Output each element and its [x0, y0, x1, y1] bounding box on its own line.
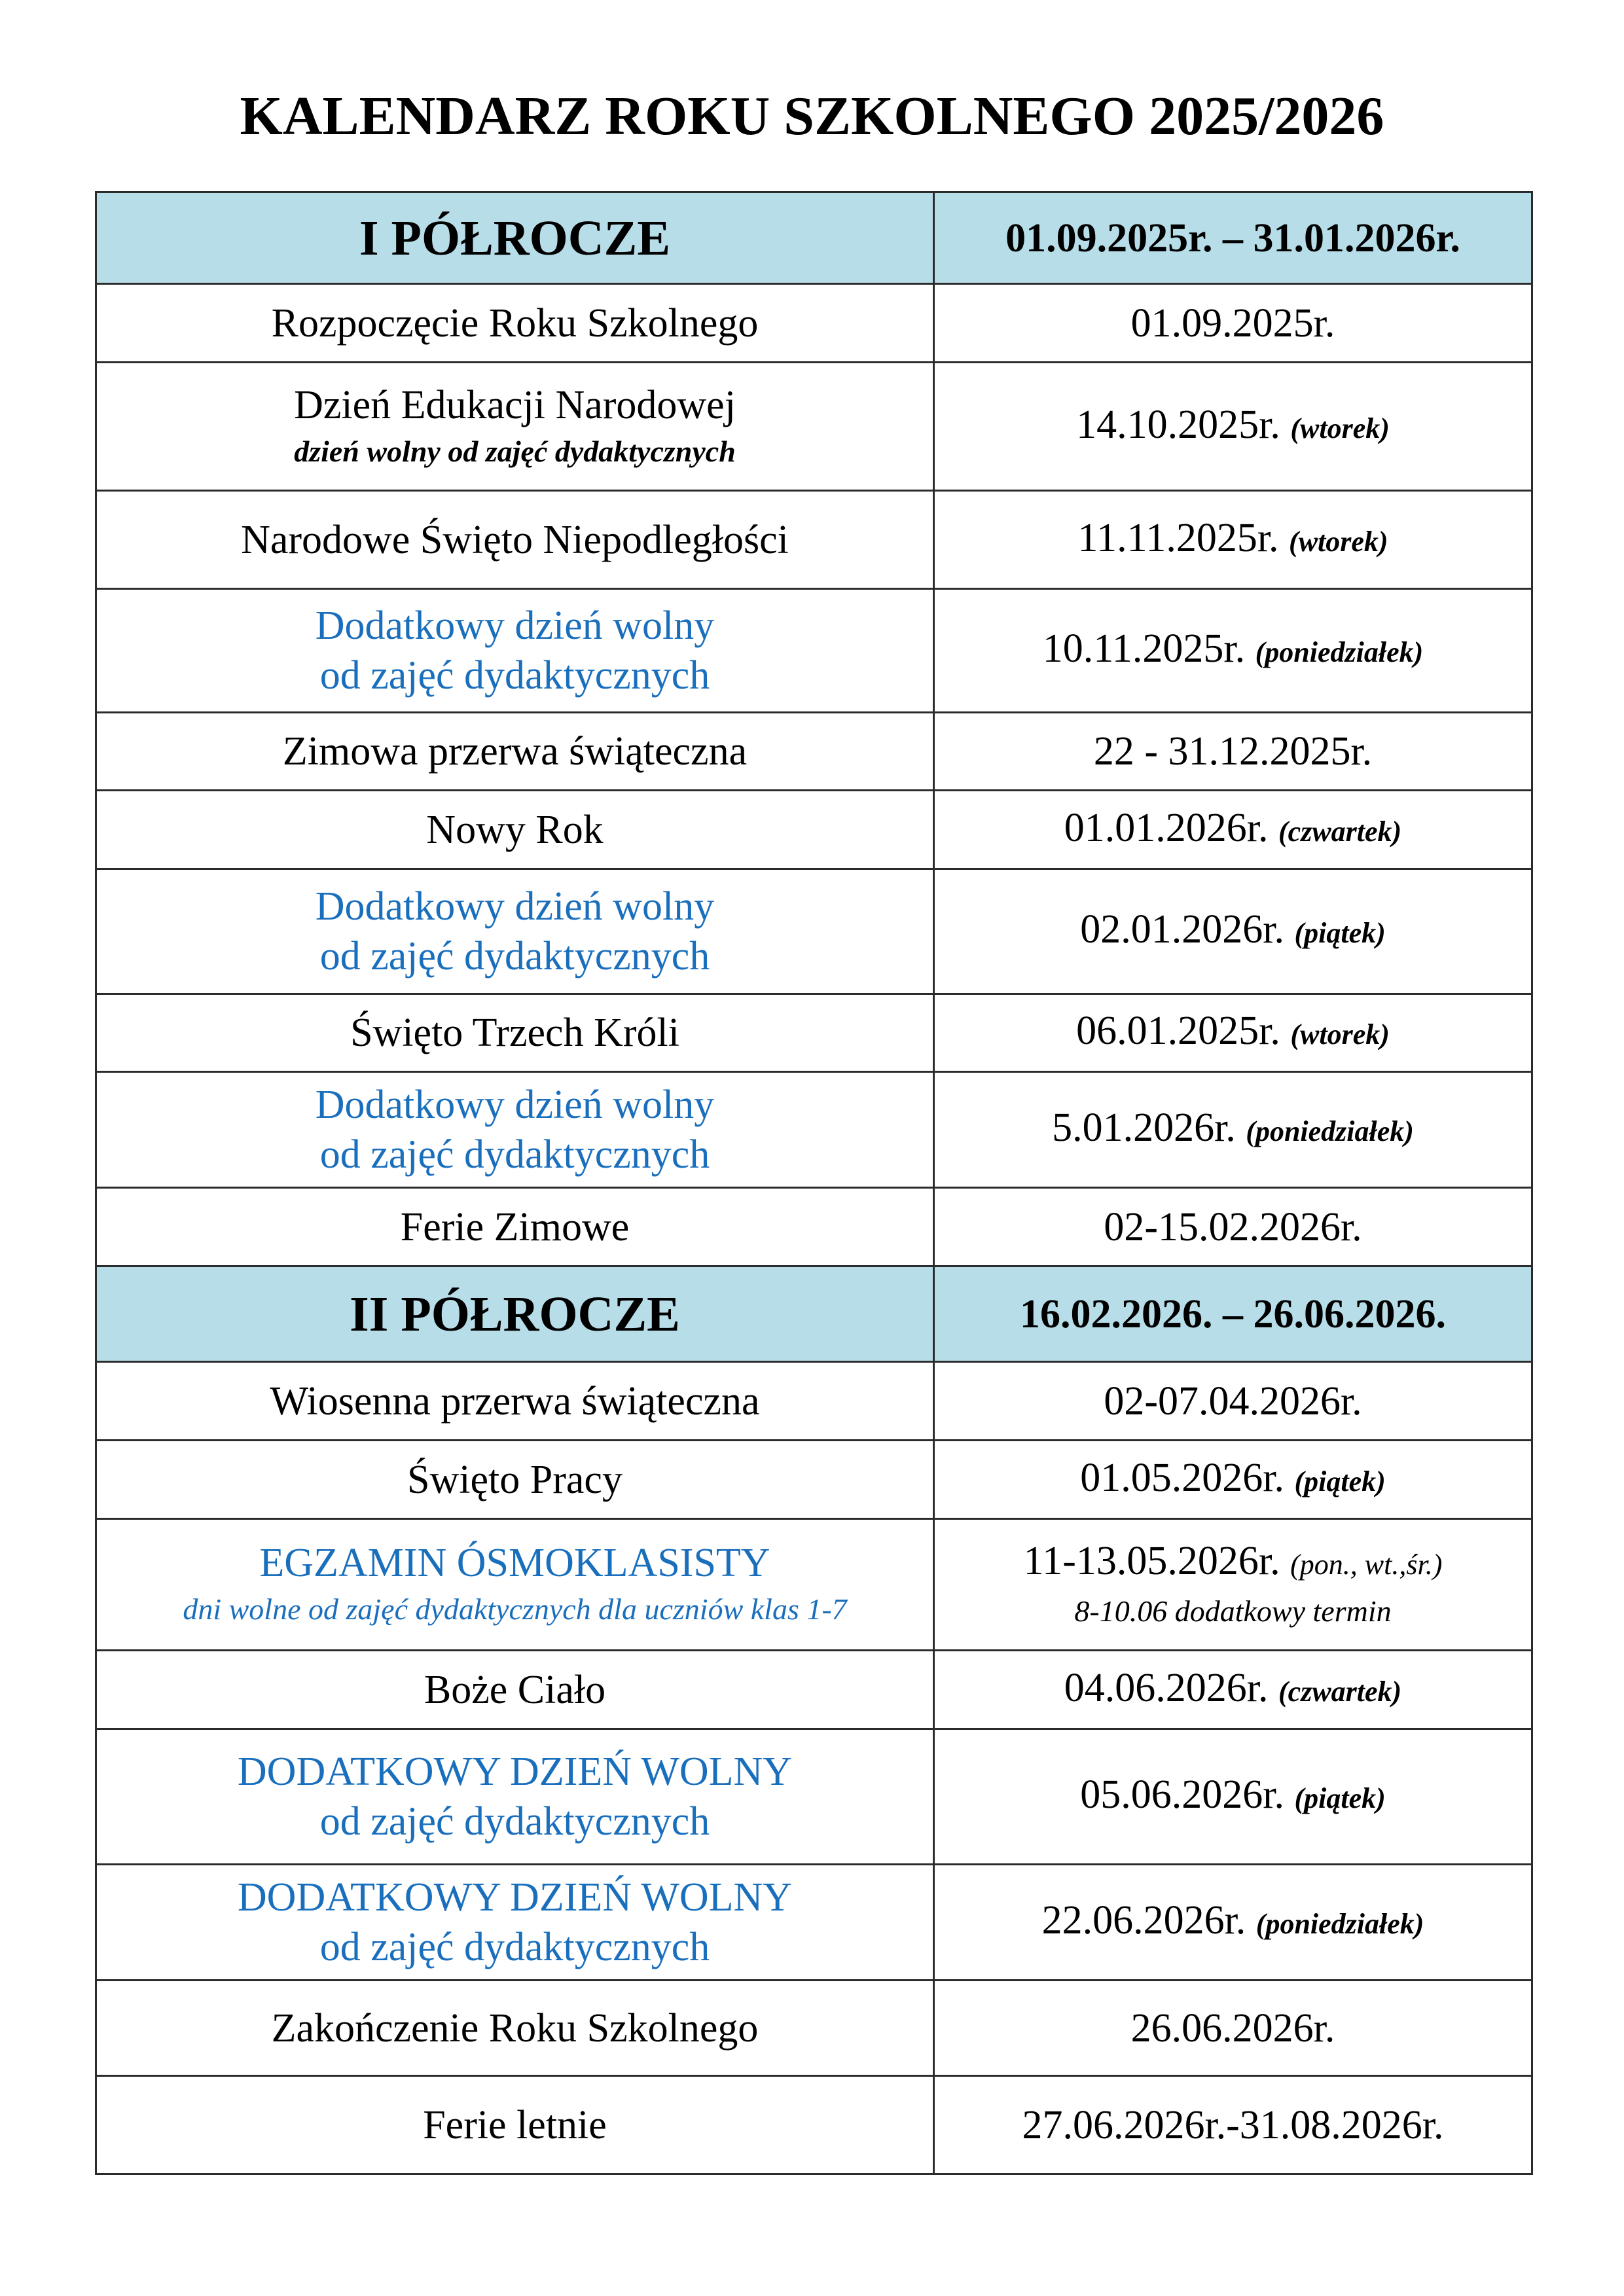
table-row: [96, 994, 1532, 1072]
event-name: Święto Trzech Króli: [96, 994, 934, 1072]
event-date: [934, 2076, 1532, 2174]
event-date: [934, 869, 1532, 994]
event-date: [934, 1441, 1532, 1519]
event-name: Narodowe Święto Niepodległości: [96, 491, 934, 589]
event-name: Boże Ciało: [96, 1651, 934, 1729]
date-text: 01.05.2026r.: [1080, 1455, 1284, 1500]
date-text: 10.11.2025r.: [1042, 626, 1246, 671]
event-date: [934, 363, 1532, 491]
event-title: EGZAMIN ÓSMOKLASISTY: [259, 1541, 770, 1585]
weekday: (wtorek): [1289, 525, 1388, 558]
table-row: [96, 791, 1532, 869]
table-row: [96, 1188, 1532, 1266]
event-title-line2: od zajęć dydaktycznych: [319, 1925, 710, 1969]
table-row: [96, 1362, 1532, 1441]
event-date: [934, 1519, 1532, 1651]
event-title-line2: od zajęć dydaktycznych: [319, 1132, 710, 1177]
date-text: 01.09.2025r.: [1130, 300, 1335, 346]
event-date: [934, 1981, 1532, 2076]
event-name: Ferie letnie: [96, 2076, 934, 2174]
event-name: [96, 589, 934, 713]
semester-header: [96, 192, 1532, 284]
date-text: 14.10.2025r.: [1076, 402, 1280, 447]
event-title: Dodatkowy dzień wolny: [315, 884, 715, 929]
event-date: [934, 1072, 1532, 1188]
date-text: 02.01.2026r.: [1080, 907, 1284, 952]
event-date: [934, 491, 1532, 589]
date-text: 06.01.2025r.: [1076, 1009, 1280, 1053]
table-row: [96, 284, 1532, 363]
weekday: (piątek): [1294, 1782, 1386, 1814]
event-date: [934, 791, 1532, 869]
event-name: [96, 1519, 934, 1651]
date-text: 11.11.2025r.: [1077, 515, 1279, 560]
weekday: (poniedziałek): [1255, 1908, 1424, 1940]
event-date: [934, 284, 1532, 363]
page-title: KALENDARZ ROKU SZKOLNEGO 2025/2026: [240, 86, 1384, 147]
event-title: Dzień Edukacji Narodowej: [294, 382, 736, 427]
weekday: (czwartek): [1278, 1675, 1402, 1708]
event-date: [934, 1362, 1532, 1441]
date-text: 02-15.02.2026r.: [1104, 1204, 1362, 1249]
table-row: [96, 1865, 1532, 1981]
event-name: Ferie Zimowe: [96, 1188, 934, 1266]
table-row: [96, 1651, 1532, 1729]
event-name: Zimowa przerwa świąteczna: [96, 713, 934, 791]
table-row: [96, 363, 1532, 491]
event-name: [96, 1072, 934, 1188]
semester-header: [96, 1266, 1532, 1362]
semester-range: 01.09.2025r. – 31.01.2026r.: [934, 192, 1532, 284]
event-name: [96, 1865, 934, 1981]
table-row: [96, 1072, 1532, 1188]
table-row: [96, 1729, 1532, 1865]
table-row: [96, 713, 1532, 791]
event-title-line2: od zajęć dydaktycznych: [319, 1799, 710, 1844]
weekday: (poniedziałek): [1246, 1115, 1414, 1147]
date-note: 8-10.06 dodatkowy termin: [1074, 1594, 1392, 1628]
calendar-table: [95, 191, 1533, 2175]
weekday: (pon., wt.,śr.): [1290, 1549, 1443, 1581]
table-row: [96, 589, 1532, 713]
event-title: DODATKOWY DZIEŃ WOLNY: [237, 1875, 793, 1920]
semester-name: II PÓŁROCZE: [96, 1266, 934, 1362]
event-name: [96, 363, 934, 491]
date-text: 01.01.2026r.: [1064, 805, 1269, 850]
event-date: [934, 994, 1532, 1072]
weekday: (poniedziałek): [1255, 636, 1424, 668]
weekday: (czwartek): [1278, 815, 1402, 848]
event-title: Dodatkowy dzień wolny: [315, 1083, 715, 1127]
event-date: [934, 1188, 1532, 1266]
event-date: [934, 589, 1532, 713]
event-title-line2: od zajęć dydaktycznych: [319, 934, 710, 978]
event-title-line2: od zajęć dydaktycznych: [319, 653, 710, 698]
semester-range: 16.02.2026. – 26.06.2026.: [934, 1266, 1532, 1362]
date-text: 04.06.2026r.: [1064, 1665, 1269, 1710]
event-name: Zakończenie Roku Szkolnego: [96, 1981, 934, 2076]
date-text: 26.06.2026r.: [1130, 2005, 1335, 2051]
event-title: Dodatkowy dzień wolny: [315, 603, 715, 648]
event-note: dzień wolny od zajęć dydaktycznych: [294, 434, 736, 468]
weekday: (piątek): [1294, 1465, 1386, 1498]
table-row: [96, 1519, 1532, 1651]
date-text: 05.06.2026r.: [1080, 1772, 1284, 1817]
table-row: [96, 1981, 1532, 2076]
event-name: Nowy Rok: [96, 791, 934, 869]
event-title: DODATKOWY DZIEŃ WOLNY: [237, 1749, 793, 1794]
date-text: 22.06.2026r.: [1041, 1898, 1246, 1943]
semester-name: I PÓŁROCZE: [96, 192, 934, 284]
table-row: [96, 1441, 1532, 1519]
date-text: 02-07.04.2026r.: [1104, 1378, 1362, 1424]
table-row: [96, 491, 1532, 589]
event-date: [934, 1865, 1532, 1981]
event-date: [934, 1651, 1532, 1729]
date-text: 22 - 31.12.2025r.: [1093, 729, 1373, 774]
date-text: 27.06.2026r.-31.08.2026r.: [1022, 2102, 1444, 2147]
event-name: [96, 869, 934, 994]
date-text: 5.01.2026r.: [1052, 1105, 1236, 1150]
table-row: [96, 2076, 1532, 2174]
date-text: 11-13.05.2026r.: [1023, 1539, 1280, 1583]
table-row: [96, 869, 1532, 994]
weekday: (piątek): [1294, 917, 1386, 949]
event-date: [934, 713, 1532, 791]
weekday: (wtorek): [1290, 412, 1390, 444]
event-name: [96, 1729, 934, 1865]
weekday: (wtorek): [1290, 1018, 1390, 1050]
event-name: Wiosenna przerwa świąteczna: [96, 1362, 934, 1441]
event-note: dni wolne od zajęć dydaktycznych dla uczniów klas 1-7: [183, 1592, 847, 1626]
event-name: Święto Pracy: [96, 1441, 934, 1519]
event-name: Rozpoczęcie Roku Szkolnego: [96, 284, 934, 363]
event-date: [934, 1729, 1532, 1865]
